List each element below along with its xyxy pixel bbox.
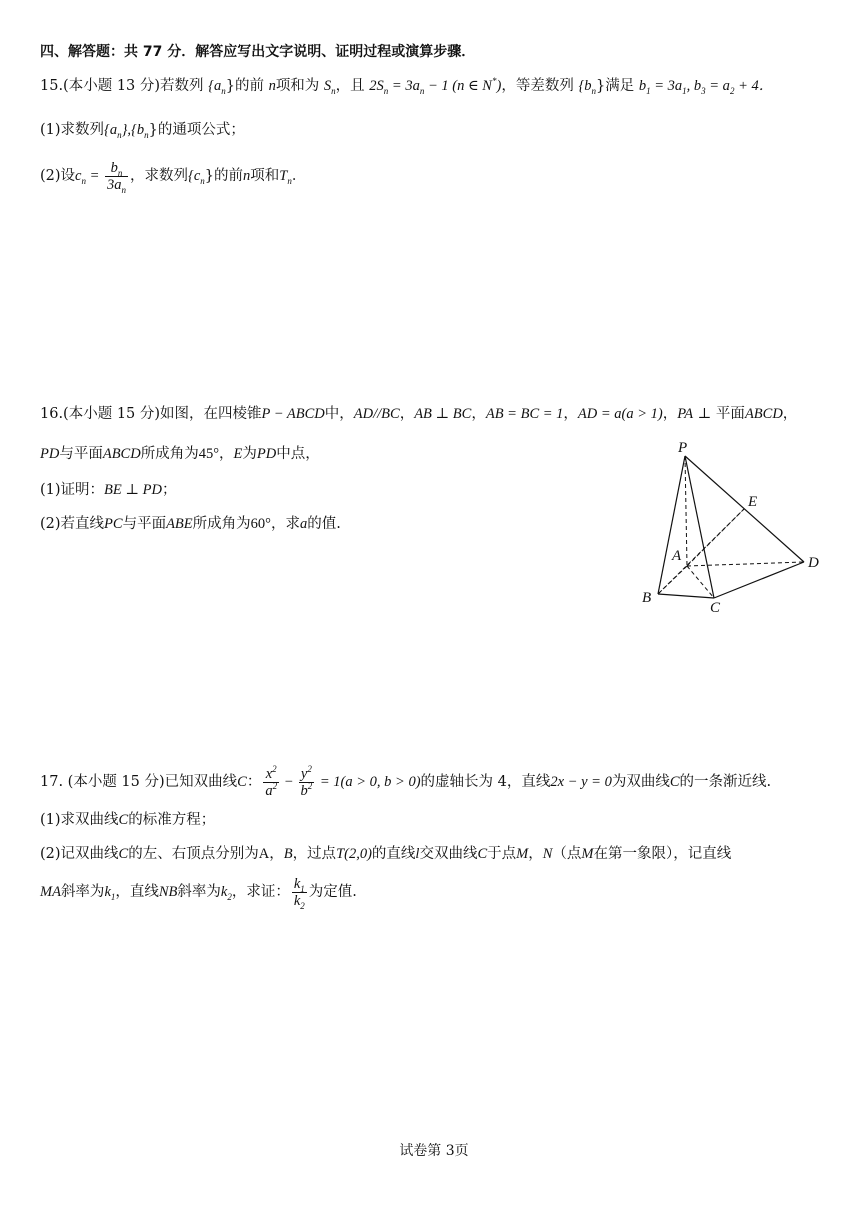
q16-line2: PD与平面ABCD所成角为45°，E为PD中点， xyxy=(40,446,320,462)
q15-number: 15.(本小题 13 分) xyxy=(40,78,161,94)
q15-text-e: ，等差数列 xyxy=(501,78,574,94)
q15-text-c: 项和为 xyxy=(275,78,320,94)
label-P: P xyxy=(678,440,688,456)
q16-part2: (2)若直线PC与平面ABE所成角为60°，求a的值. xyxy=(40,516,341,532)
q15-fraction: $\frac{b_n}{3a_n}$ xyxy=(107,159,127,195)
page-footer: 试卷第 3页 xyxy=(399,1143,469,1159)
label-B: B xyxy=(642,590,652,606)
q15-n: n xyxy=(268,78,276,94)
q15-seq-a: {$a_n$ xyxy=(208,78,226,96)
q15-part2: (2)设$c_n$ = $\frac{b_n}{3a_n}$ ，求数列$\{c_n\}$的前n项和$T_n$． xyxy=(40,159,307,195)
q15-equation: $2S_n = 3a_n - 1$ (n ∈ N*) xyxy=(369,76,502,96)
edge-BC xyxy=(658,594,714,598)
section-heading: 四、解答题：共 77 分．解答应写出文字说明、证明过程或演算步骤． xyxy=(40,44,476,60)
label-D: D xyxy=(808,555,819,571)
q16-part1: (1)证明：BE ⊥ PD； xyxy=(40,482,177,498)
pyramid-figure xyxy=(630,436,830,616)
q15-text-b: }的前 xyxy=(225,78,264,94)
edge-PA xyxy=(685,456,687,566)
q15-S: $S_n$ xyxy=(323,78,336,96)
q15-part1: (1)求数列$\{a_n\},\{b_n\}$的通项公式； xyxy=(40,122,245,140)
q15-text-a: 若数列 xyxy=(160,78,204,94)
edge-PB xyxy=(658,456,685,594)
q15-seq-b: {$b_n$ xyxy=(578,78,596,96)
q15-b-condition: $b_1 = 3a_1$, $b_3 = a_2 + 4$． xyxy=(638,78,774,96)
q16-line1: 16.(本小题 15 分)如图，在四棱锥P − ABCD中，AD//BC，AB ⊥ BC，AB = BC = 1，AD = a(a > 1)，PA ⊥ 平面ABCD， xyxy=(40,406,798,422)
q15-text-f: }满足 xyxy=(596,78,635,94)
q17-part2: (2)记双曲线C的左、右顶点分别为A，B，过点T(2,0)的直线l交双曲线C于点M，N（点M在第一象限），记直线 xyxy=(40,846,732,862)
q17-line1: 17. (本小题 15 分)已知双曲线C： $\frac{x^2}{a^2}$ − $\frac{y^2}{b^2}$ = 1(a > 0, b > 0)的虚轴长为 4，直线2x − y = 0为双曲线C的一条渐近线. xyxy=(40,763,772,799)
q17-frac-y: $\frac{y^2}{b^2}$ xyxy=(300,763,313,799)
q17-frac-k: $\frac{k_1}{k_2}$ xyxy=(293,875,305,911)
edge-AD xyxy=(687,562,804,566)
edge-AC xyxy=(687,566,714,598)
q15-line1 xyxy=(40,76,773,96)
q15-text-d: ，且 xyxy=(335,78,365,94)
edge-CD xyxy=(714,562,804,598)
q17-line3: MA斜率为$k_1$，直线NB斜率为$k_2$，求证： $\frac{k_1}{k_2}$ 为定值. xyxy=(40,875,357,911)
q17-part1: (1)求双曲线C的标准方程； xyxy=(40,812,216,828)
label-E: E xyxy=(748,494,758,510)
label-C: C xyxy=(710,600,721,616)
q17-frac-x: $\frac{x^2}{a^2}$ xyxy=(265,763,278,799)
label-A: A xyxy=(672,548,682,564)
